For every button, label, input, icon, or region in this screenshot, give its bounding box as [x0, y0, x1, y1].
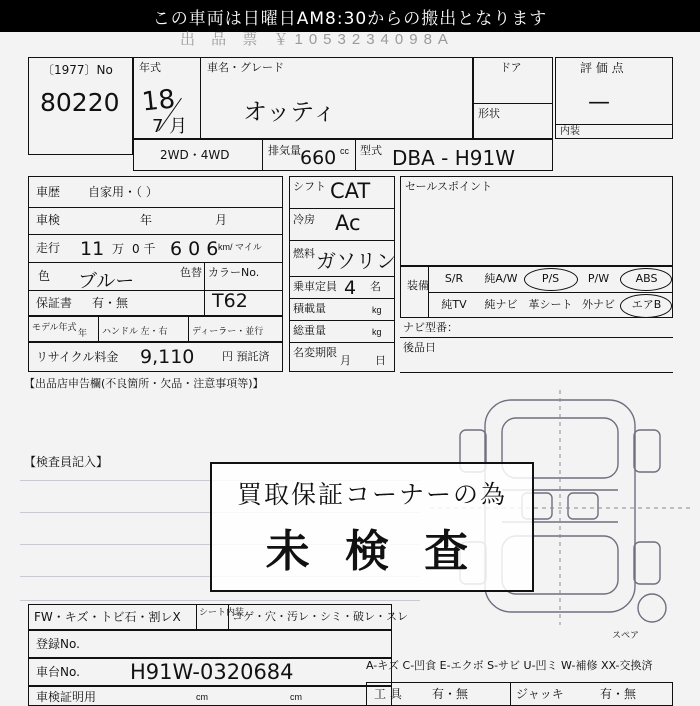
tools-value: 有・無 — [432, 687, 469, 701]
equip-abs: ABS — [635, 271, 658, 285]
seat-codes: コゲ・穴・汚レ・シミ・破レ・スレ — [232, 610, 408, 623]
seats-unit: 名 — [370, 280, 381, 293]
drive-disp-divider — [262, 139, 263, 171]
equip-aw: 純A/W — [484, 271, 518, 285]
damage-legend: A-キズ C-凹食 E-エクボ S-サビ U-凹ミ W-補修 XX-交換済 — [366, 659, 653, 672]
damage-seat-divider — [196, 604, 197, 630]
recycle-unit: 円 預託済 — [222, 350, 270, 363]
type-value: DBA - H91W — [392, 146, 515, 170]
disp-type-divider — [355, 139, 356, 171]
ps-circle-mark — [524, 268, 578, 291]
mileage-unit: km/ マイル — [218, 242, 262, 252]
tools-jack-divider — [510, 682, 511, 706]
load-unit: kg — [372, 305, 382, 315]
displacement-unit: cc — [340, 146, 349, 156]
history-value: 自家用・（ ） — [88, 185, 158, 199]
jack-value: 有・無 — [600, 687, 637, 701]
nav-type-label: ナビ型番： — [403, 321, 458, 334]
inspection-stamp — [210, 462, 534, 592]
tools-label: 工 具 — [374, 687, 402, 701]
sales-point-label: セールスポイント — [405, 180, 493, 193]
mid-div1 — [289, 208, 395, 209]
shape-label: 形状 — [478, 107, 500, 120]
lot-number: 80220 — [40, 88, 120, 117]
ac-value: Ac — [335, 211, 361, 235]
interior-label: 内装 — [560, 126, 580, 137]
color-value: ブルー — [78, 270, 135, 292]
register-label: 登録No. — [36, 637, 80, 651]
recycle-value: 9,110 — [140, 346, 195, 368]
year-label: 年式 — [139, 61, 161, 74]
register-row — [28, 630, 392, 658]
warranty-value: 有・無 — [92, 296, 129, 310]
chassis-value: H91W-0320684 — [130, 660, 294, 684]
left-row2-divider — [28, 234, 283, 235]
equip-pw: P/W — [587, 271, 610, 285]
mileage-sub: 6 0 6 — [170, 238, 219, 260]
mid-div4 — [289, 298, 395, 299]
seat-label: シート内装 — [199, 607, 245, 617]
displacement-value: 660 — [300, 147, 337, 169]
stamp-line-1: 買取保証コーナーの為 — [236, 480, 507, 509]
nav-type-underline — [400, 337, 673, 338]
faded-header-text: 出 品 票 ￥1053234098A — [180, 31, 454, 46]
equip-sr: S/R — [444, 271, 464, 285]
equip-ps: P/S — [541, 271, 560, 285]
name-change-month: 月 — [340, 354, 351, 367]
equip-leather: 革シート — [528, 297, 573, 311]
displacement-label: 排気量 — [268, 144, 301, 157]
fuel-value: ガソリン — [316, 249, 396, 273]
type-label: 型式 — [360, 144, 382, 157]
cm-unit-1: cm — [196, 692, 208, 702]
seats-label: 乗車定員 — [293, 280, 337, 293]
model-label: 車名・グレード — [207, 61, 284, 74]
chassis-label: 車台No. — [36, 665, 80, 679]
ac-label: 冷房 — [293, 213, 315, 226]
mh-div2 — [188, 316, 189, 342]
model-row-label: モデル年式 — [32, 322, 77, 332]
rating-divider — [555, 124, 673, 125]
color-no-label: カラーNo. — [208, 266, 260, 279]
jack-label: ジャッキ — [516, 687, 564, 701]
ruled-line-5 — [20, 600, 420, 601]
mileage-zero: 0 千 — [132, 242, 156, 256]
shift-label: シフト — [293, 180, 326, 193]
shift-value: CAT — [330, 179, 371, 203]
warranty-label: 保証書 — [36, 296, 73, 310]
seller-note-label: 【出品店申告欄(不良箇所・欠品・注意事項等)】 — [24, 377, 264, 390]
year-sub-value: 7 月 — [152, 116, 188, 137]
damage-code-line: FW・キズ・トビ石・割レX — [34, 610, 181, 624]
mid-div2 — [289, 240, 395, 241]
mileage-man: 万 — [112, 242, 125, 256]
color-no-value: T62 — [212, 290, 248, 312]
inspector-label: 【検査員記入】 — [24, 455, 109, 469]
inspection-month: 月 — [215, 213, 228, 227]
rating-label: 評 価 点 — [580, 61, 624, 75]
cm-unit-2: cm — [290, 692, 302, 702]
seats-value: 4 — [344, 277, 357, 299]
door-shape-divider — [473, 103, 553, 104]
inspection-year: 年 — [140, 213, 153, 227]
name-change-day: 日 — [375, 354, 386, 367]
drive-label: 2WD・4WD — [160, 148, 230, 162]
equipment-label: 装備 — [407, 279, 429, 292]
mid-div3 — [289, 276, 395, 277]
inspection-label: 車検 — [36, 213, 61, 227]
weight-label: 総重量 — [293, 324, 326, 337]
name-change-label: 名変期限 — [293, 346, 337, 359]
year-tag-label: 〔1977〕No — [42, 63, 113, 77]
extras-label: 後品日 — [403, 341, 436, 354]
equip-extnav: 外ナビ — [582, 297, 615, 311]
dealer-label: ディーラー・並行 — [192, 326, 264, 336]
equip-row-divider — [428, 292, 673, 293]
divider-year-model — [200, 57, 201, 139]
equip-nav: 純ナビ — [484, 297, 518, 311]
color-label: 色 — [38, 269, 51, 283]
equip-tv: 純TV — [441, 297, 467, 311]
handle-label: ハンドル 左・右 — [102, 326, 168, 336]
model-value: オッティ — [243, 98, 337, 126]
proof-label: 車検証明用 — [36, 690, 97, 704]
equip-airbag: エアB — [631, 297, 662, 311]
mid-div5 — [289, 320, 395, 321]
door-label: ドア — [500, 61, 522, 74]
extras-underline — [400, 372, 673, 373]
abs-circle-mark — [620, 268, 672, 291]
load-label: 積載量 — [293, 302, 326, 315]
year-major-value: 18 — [140, 84, 177, 118]
left-row1-divider — [28, 207, 283, 208]
weight-unit: kg — [372, 327, 382, 337]
stamp-line-2: 未 検 査 — [265, 526, 479, 577]
rating-mark: — — [588, 90, 610, 115]
airbag-circle-mark — [620, 294, 672, 318]
model-year-label: 年 — [78, 328, 88, 338]
history-label: 車歴 — [36, 185, 61, 199]
mileage-label: 走行 — [36, 241, 61, 255]
color-change-label: 色替 — [180, 266, 202, 279]
mh-div1 — [98, 316, 99, 342]
fuel-label: 燃料 — [293, 247, 315, 260]
notice-banner-text: この車両は日曜日AM8:30からの搬出となります — [152, 8, 548, 29]
mid-div6 — [289, 342, 395, 343]
recycle-label: リサイクル料金 — [36, 350, 119, 364]
mileage-value: 11 — [80, 238, 105, 260]
spare-label: スペア — [612, 630, 640, 640]
